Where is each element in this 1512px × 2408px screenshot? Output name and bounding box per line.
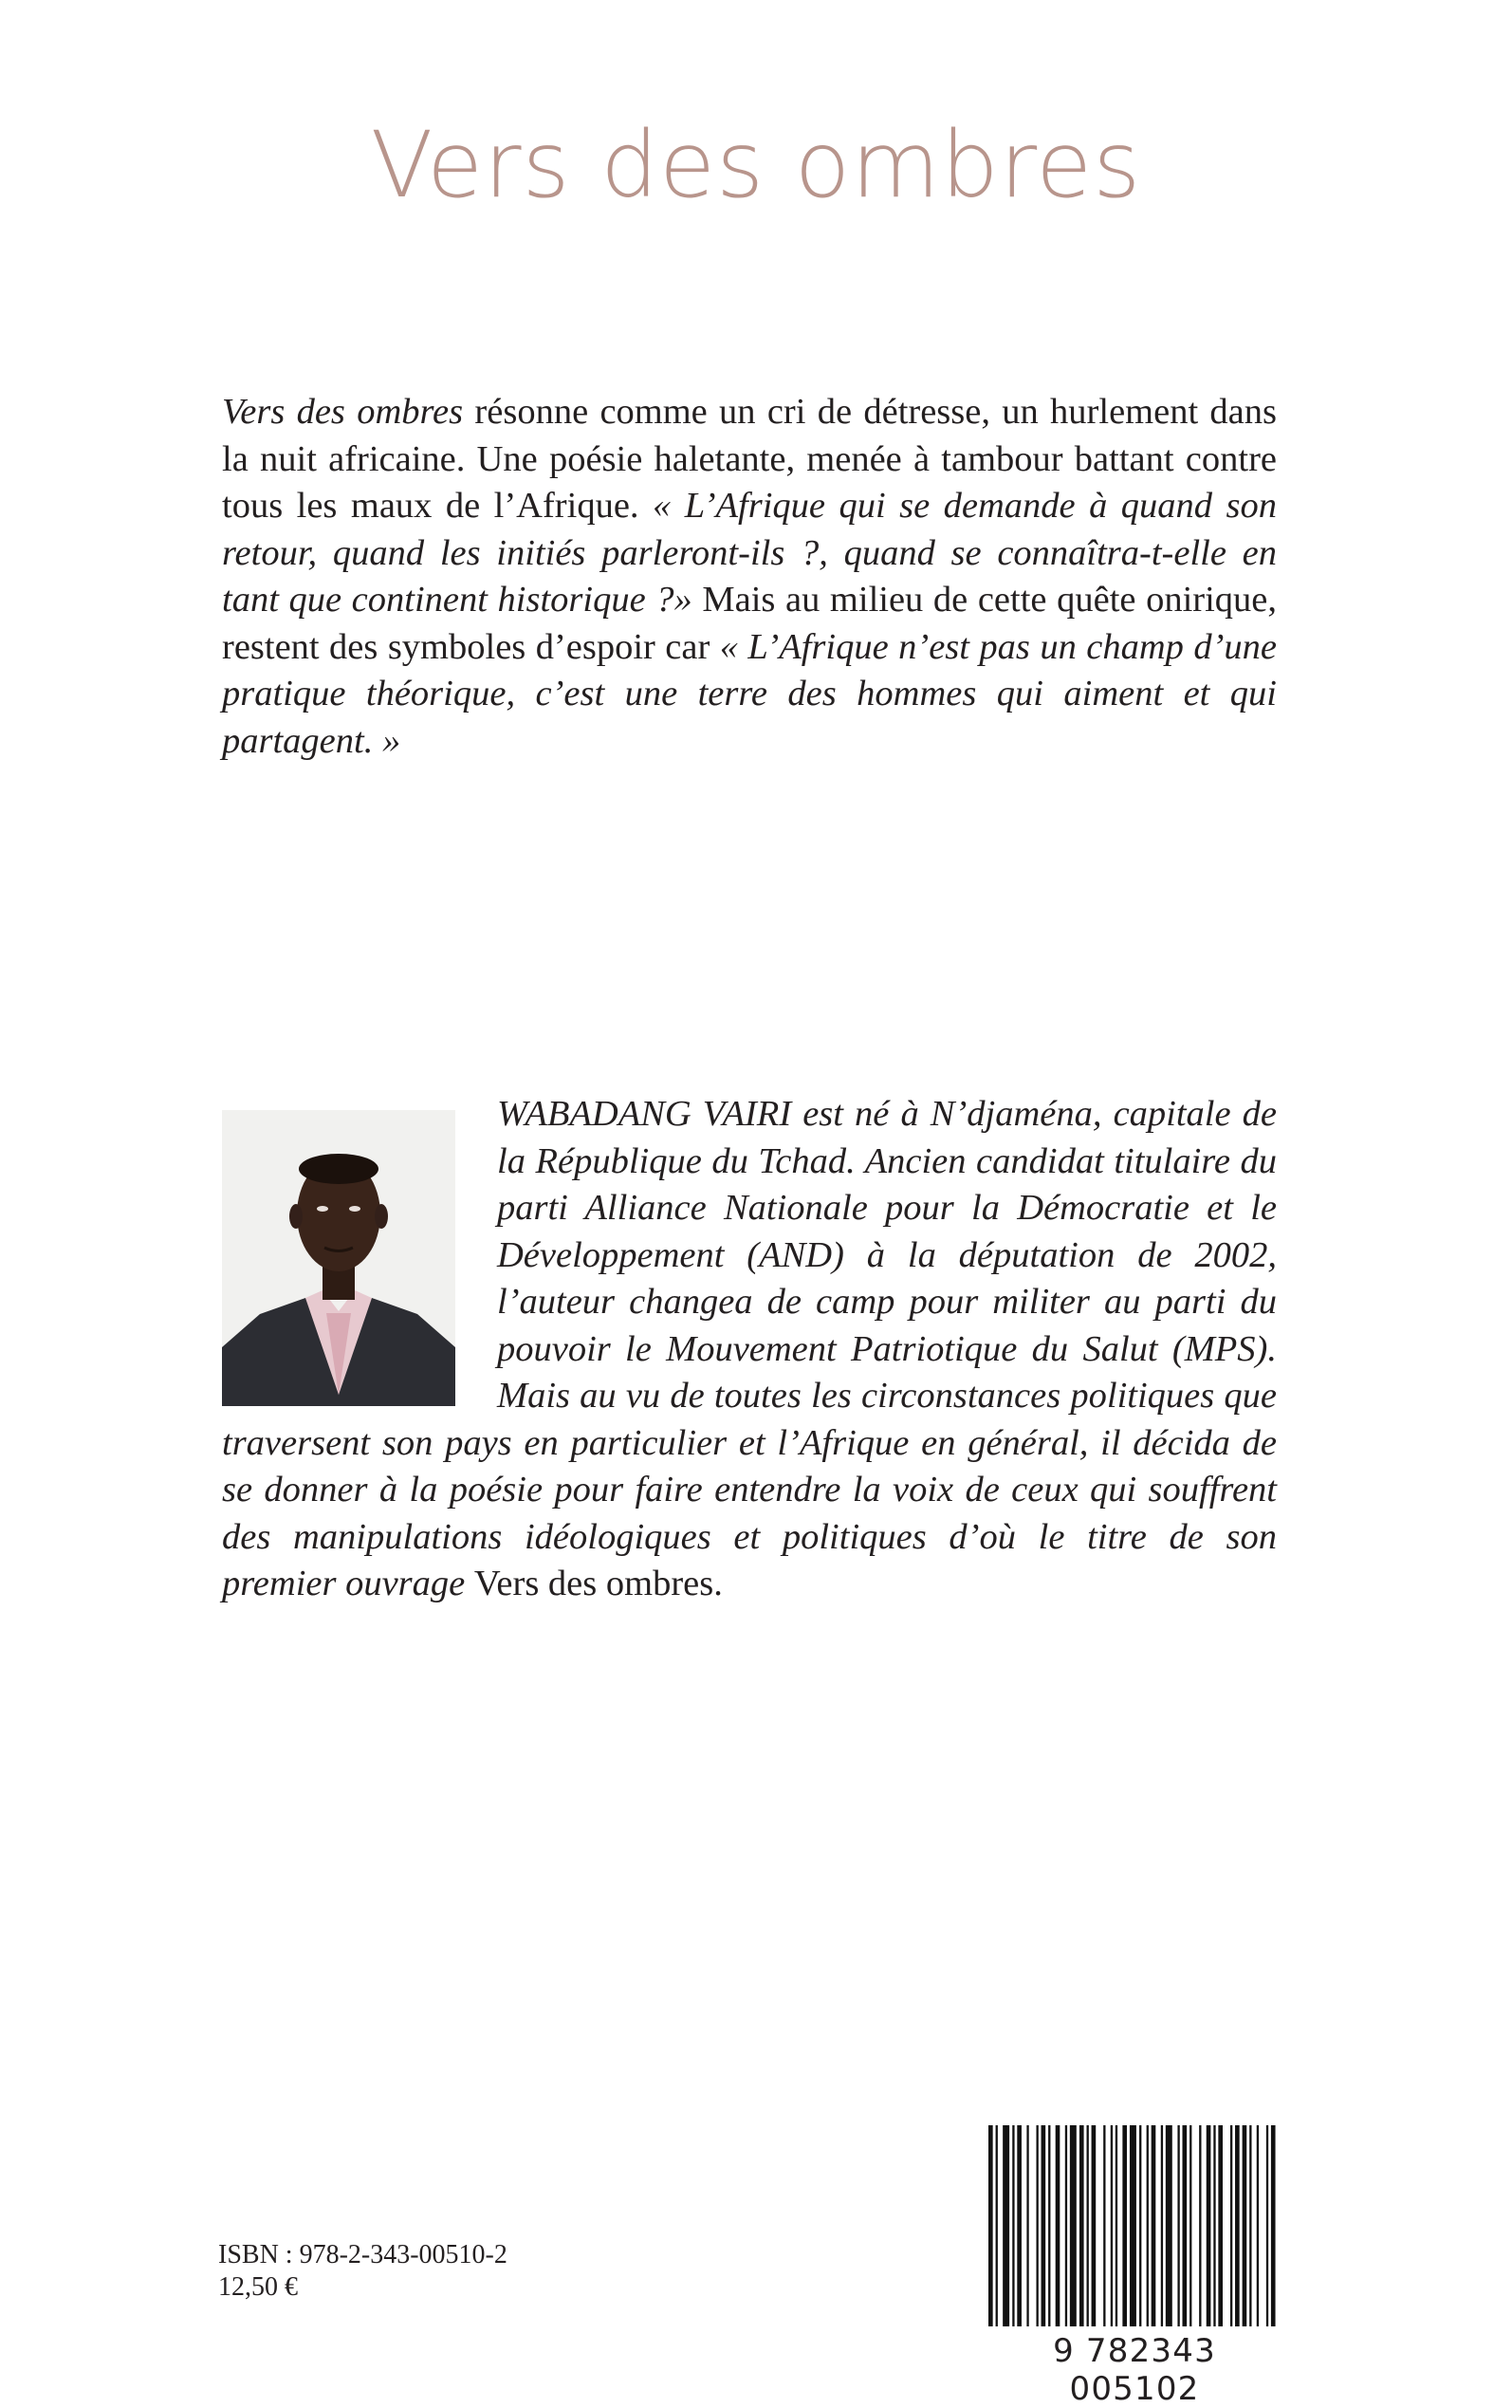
barcode-bar [1056, 2125, 1060, 2326]
price: 12,50 € [218, 2272, 298, 2302]
barcode-bar [1026, 2125, 1028, 2326]
barcode [988, 2125, 1281, 2326]
barcode-bar [1189, 2125, 1191, 2326]
barcode-bar [1070, 2125, 1077, 2326]
barcode-bar [1199, 2125, 1201, 2326]
barcode-bar [1147, 2125, 1149, 2326]
barcode-bar [1166, 2125, 1172, 2326]
barcode-bar [996, 2125, 998, 2326]
barcode-bar [1003, 2125, 1009, 2326]
author-book-ref: Vers des ombres [473, 1564, 714, 1603]
barcode-bar [1235, 2125, 1240, 2326]
blurb-quote-2: « L’Afrique n’est pas un champ d’une pratique théorique, c’est une terre des hommes qui aiment et qui partagent. » [222, 626, 1277, 761]
barcode-bar [1152, 2125, 1156, 2326]
barcode-bar [1130, 2125, 1136, 2326]
barcode-digits: 9 782343 005102 [1053, 2332, 1216, 2408]
book-title: Vers des ombres [370, 112, 1142, 218]
barcode-bar [1249, 2125, 1251, 2326]
isbn-block [218, 2239, 507, 2304]
barcode-bar [1271, 2125, 1276, 2326]
barcode-bar [1092, 2125, 1097, 2326]
barcode-bar [1182, 2125, 1187, 2326]
barcode-bar [1012, 2125, 1014, 2326]
isbn: ISBN : 978-2-343-00510-2 [218, 2240, 507, 2269]
blurb-text: résonne comme un cri de détresse, un hurlement dans la nuit africaine. Une poésie haletante, menée à tambour battant contre tous les maux de l’Afrique. [222, 392, 1277, 526]
barcode-bar [1079, 2125, 1084, 2326]
barcode-bar [1042, 2125, 1046, 2326]
author-photo [222, 1110, 455, 1406]
blurb-title-ref: Vers des ombres [222, 392, 464, 432]
author-bio-end: . [713, 1564, 723, 1603]
barcode-bar [1139, 2125, 1141, 2326]
barcode-bar [1207, 2125, 1211, 2326]
barcode-bar [1177, 2125, 1179, 2326]
barcode-bar [988, 2125, 993, 2326]
barcode-bar [1087, 2125, 1089, 2326]
barcode-bar [1116, 2125, 1117, 2326]
blurb-quote-1: « L’Afrique qui se demande à quand son retour, quand les initiés parleront-ils ?, quand se connaîtra-t-elle en tant que continent historique ?» [222, 486, 1277, 620]
barcode-bar [1103, 2125, 1105, 2326]
barcode-bar [1048, 2125, 1050, 2326]
barcode-bar [1065, 2125, 1067, 2326]
barcode-bar [1257, 2125, 1259, 2326]
barcode-bar [1266, 2125, 1268, 2326]
blurb-text-2: Mais au milieu de cette quête onirique, restent des symboles d’espoir car [222, 580, 1278, 667]
barcode-bar [1036, 2125, 1038, 2326]
barcode-bar [1213, 2125, 1215, 2326]
barcode-bar [1161, 2125, 1163, 2326]
barcode-bar [1218, 2125, 1223, 2326]
barcode-bar [1122, 2125, 1127, 2326]
barcode-bar [1230, 2125, 1232, 2326]
barcode-bar [1111, 2125, 1113, 2326]
barcode-bar [1017, 2125, 1022, 2326]
author-bio [222, 1091, 1277, 1608]
back-cover-blurb [222, 389, 1277, 765]
barcode-bar [1243, 2125, 1247, 2326]
author-bio-text: WABADANG VAIRI est né à N’djaména, capitale de la République du Tchad. Ancien candidat titulaire du parti Alliance Nationale pour la Démocratie et le Développement (AND) à la députation de 2002, l’auteur changea de camp pour militer au parti du pouvoir le Mouvement Patriotique du Salut (MPS). Mais au vu de toutes les circonstances politiques que traversent son pays en particulier et l’Afrique en général, il décida de se donner à la poésie pour faire entendre la voix de ceux qui souffrent des manipulations idéologiques et politiques d’où le titre de son premier ouvrage [222, 1094, 1277, 1603]
